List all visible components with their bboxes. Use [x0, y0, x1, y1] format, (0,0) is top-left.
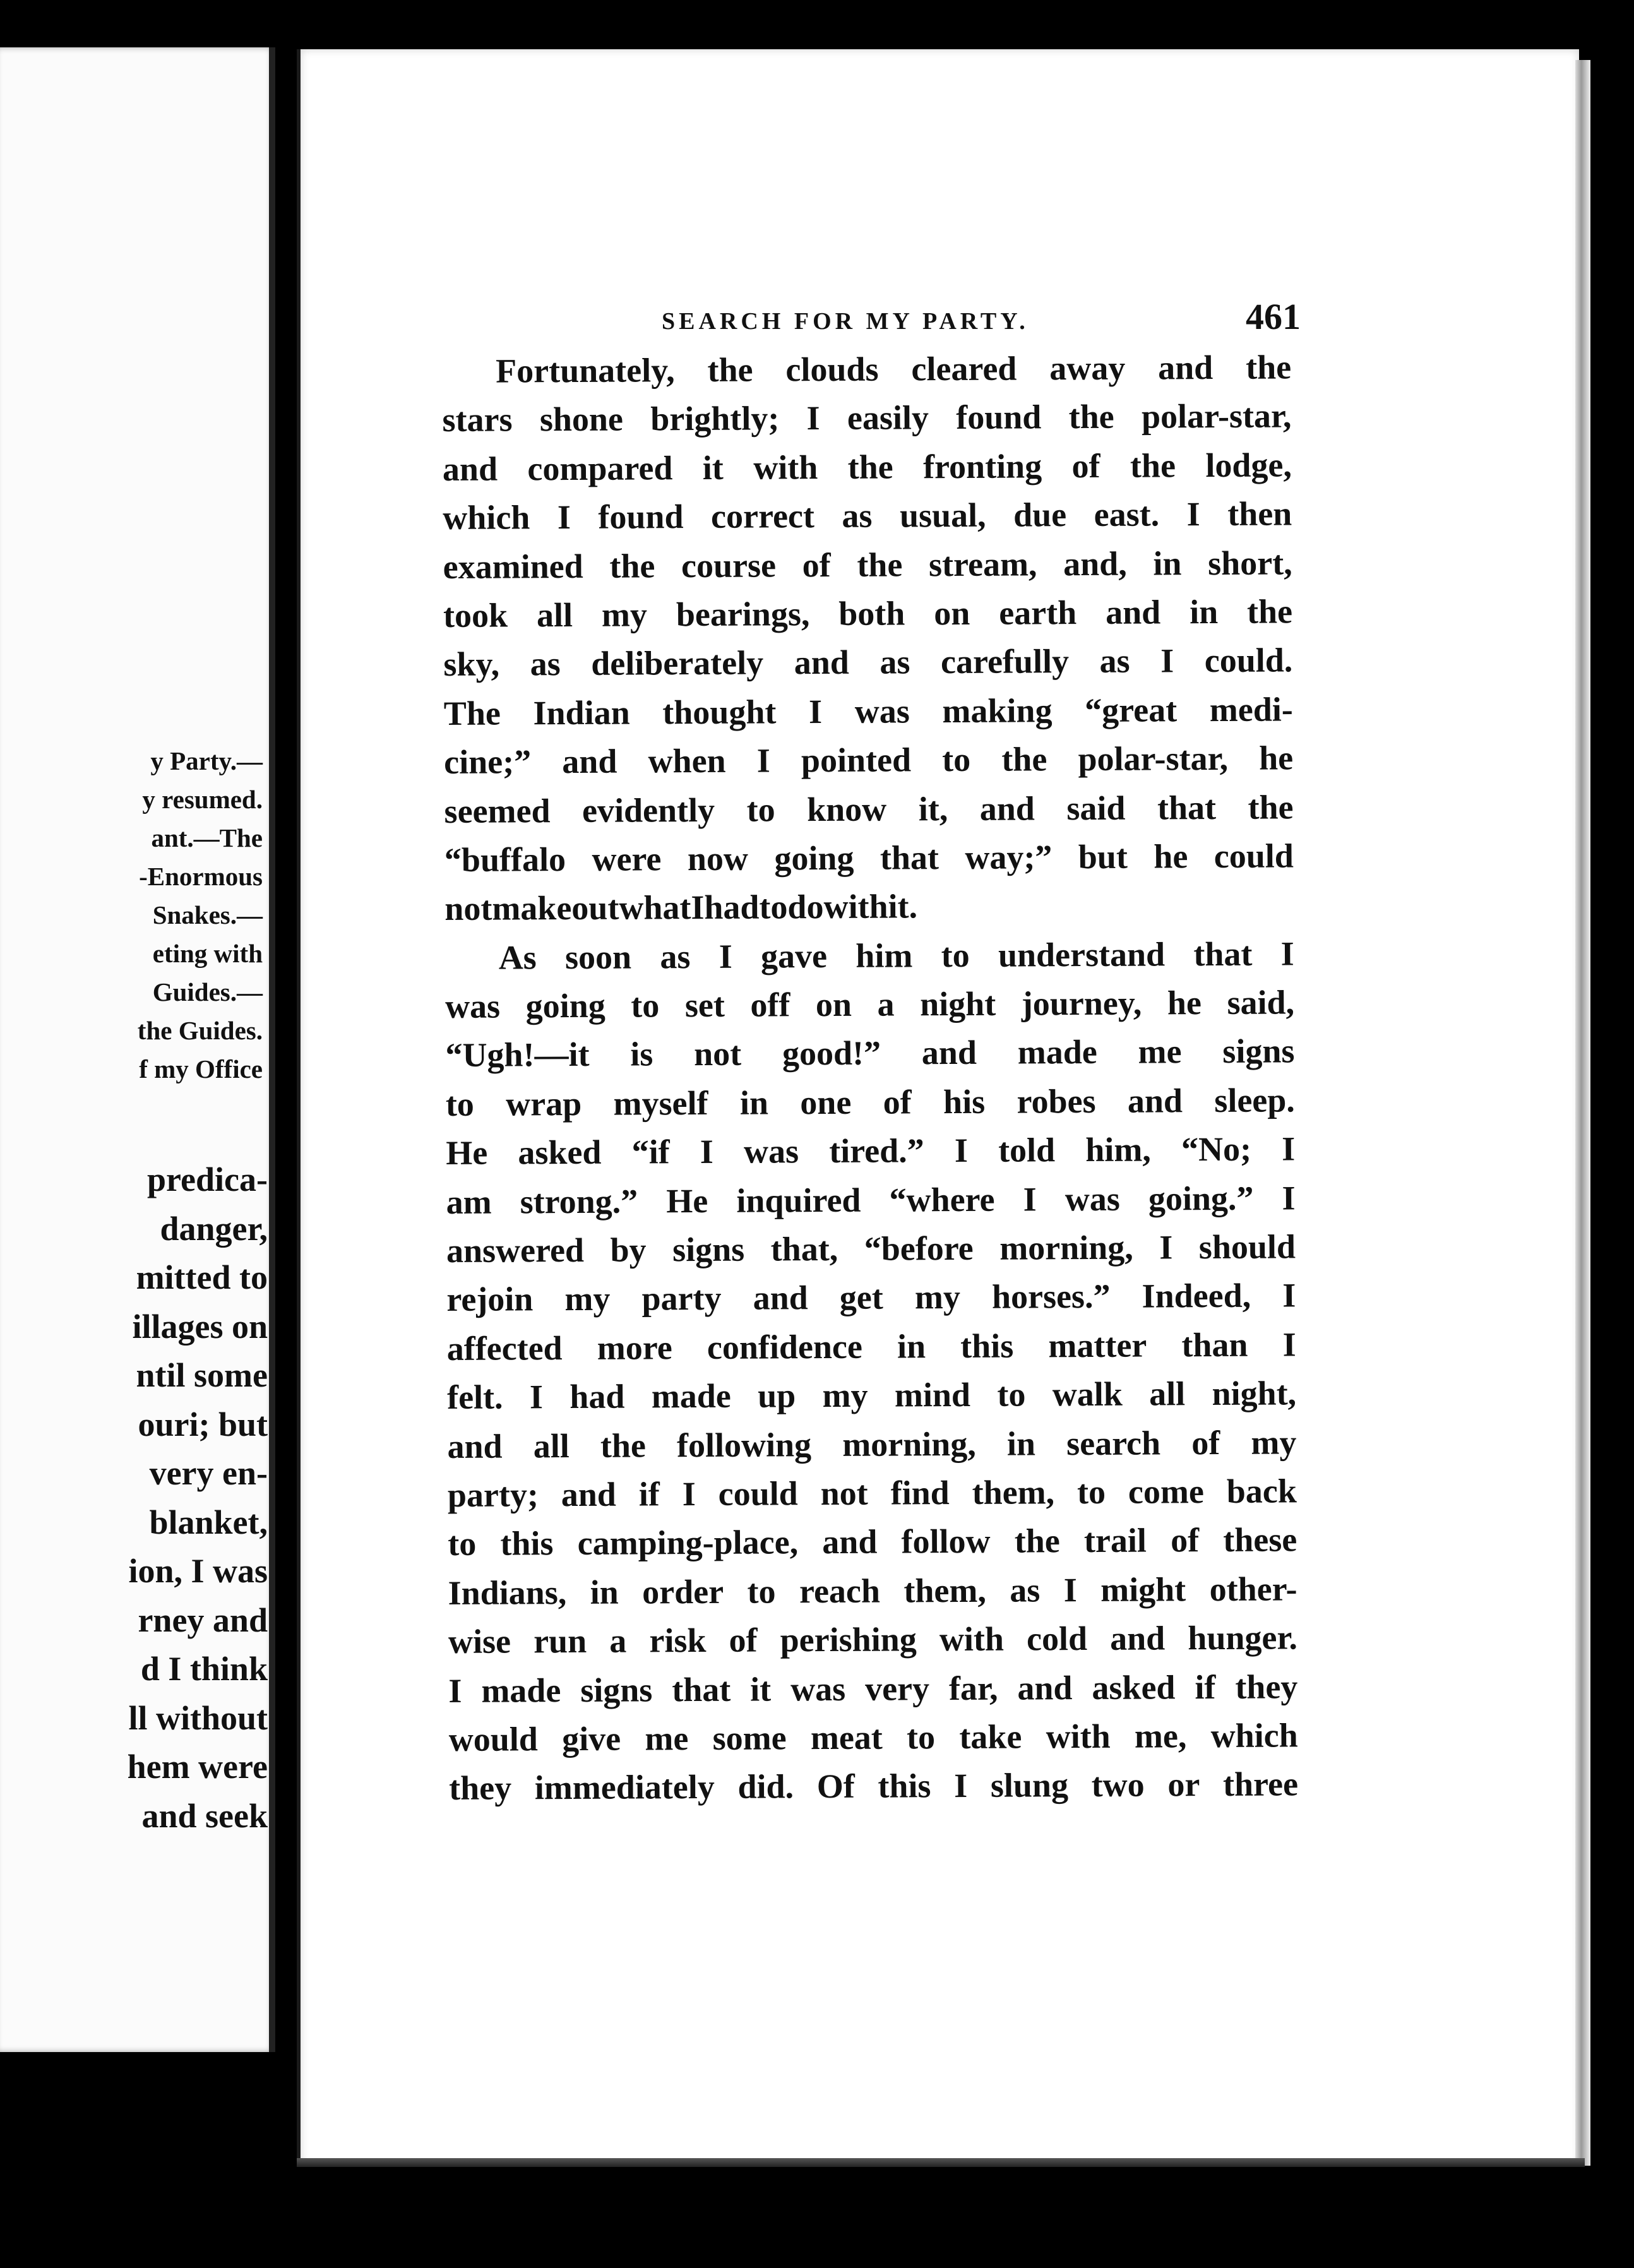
text-line: to this camping-place, and follow the trail of these [448, 1520, 1297, 1563]
text-line: “buffalo were now going that way;” but he could [444, 837, 1294, 879]
text-line: I made signs that it was very far, and asked if they [448, 1667, 1298, 1710]
text-line: was going to set off on a night journey, he said, [444, 983, 1295, 1026]
paragraph [442, 343, 1294, 933]
page-edge [1575, 60, 1590, 2166]
page-number: 461 [1246, 296, 1301, 337]
running-head [662, 295, 1301, 338]
text-line: which I found correct as usual, due east. I then [443, 494, 1292, 537]
text-line: As soon as I gave him to understand that I [498, 934, 1294, 977]
contents-line: Snakes.— [152, 900, 263, 929]
fragment-line: illages on [132, 1307, 268, 1346]
previous-page-text-fragment [3, 1155, 268, 1841]
text-line: “Ugh!—it is not good!” and made me signs [445, 1032, 1295, 1075]
text-line: felt. I had made up my mind to walk all night, [446, 1374, 1297, 1417]
contents-line: f my Office [139, 1054, 263, 1083]
fragment-line: very en- [149, 1454, 268, 1492]
text-line: rejoin my party and get my horses.” Indeed, I [446, 1276, 1296, 1319]
text-line: took all my bearings, both on earth and in the [443, 592, 1293, 635]
fragment-line: mitted to [136, 1258, 268, 1296]
contents-line: y resumed. [142, 785, 263, 814]
text-line: affected more confidence in this matter than I [446, 1325, 1296, 1368]
text-line: The Indian thought I was making “great medi- [443, 690, 1293, 732]
text-line: party; and if I could not find them, to come back [447, 1472, 1297, 1514]
text-line: to wrap myself in one of his robes and sleep. [445, 1081, 1295, 1123]
contents-line: y Party.— [150, 746, 263, 775]
text-line: Indians, in order to reach them, as I might other- [448, 1570, 1297, 1612]
text-line: not make out what I had to do with it. [444, 887, 918, 928]
text-line: wise run a risk of perishing with cold and hunger. [448, 1618, 1298, 1661]
text-line: would give me some meat to take with me, which [448, 1716, 1298, 1758]
contents-line: Guides.— [152, 977, 263, 1006]
fragment-line: blanket, [149, 1503, 268, 1541]
fragment-line: ntil some [136, 1356, 268, 1394]
page-bottom-edge [297, 2158, 1585, 2167]
contents-line: -Enormous [139, 862, 263, 891]
text-line: cine;” and when I pointed to the polar-star, he [444, 739, 1294, 782]
text-line: am strong.” He inquired “where I was going.” I [446, 1179, 1296, 1221]
text-line: sky, as deliberately and as carefully as I could. [443, 641, 1293, 684]
fragment-line: d I think [140, 1650, 268, 1688]
page-text [442, 343, 1298, 1813]
fragment-line: ouri; but [138, 1405, 268, 1443]
chapter-contents-fragment [0, 742, 263, 1089]
previous-page-fragment [0, 47, 275, 2052]
fragment-line: hem were [127, 1748, 268, 1786]
text-line: answered by signs that, “before morning, I should [446, 1227, 1296, 1270]
book-gutter [269, 47, 275, 2052]
text-line: they immediately did. Of this I slung two or three [449, 1765, 1299, 1808]
text-line: examined the course of the stream, and, in short, [443, 543, 1292, 586]
text-line: He asked “if I was tired.” I told him, “No; I [446, 1130, 1296, 1173]
fragment-line: danger, [160, 1209, 268, 1248]
paragraph [445, 929, 1299, 1813]
text-line: and all the following morning, in search of my [447, 1423, 1297, 1465]
fragment-line: predica- [147, 1161, 268, 1198]
text-line: stars shone brightly; I easily found the polar-star, [442, 397, 1292, 439]
fragment-line: ll without [128, 1698, 268, 1737]
contents-line: ant.—The [151, 823, 263, 852]
contents-line: eting with [152, 939, 263, 968]
fragment-line: and seek [141, 1796, 268, 1835]
text-line: seemed evidently to know it, and said that the [444, 787, 1294, 830]
text-line: and compared it with the fronting of the lodge, [442, 446, 1292, 488]
fragment-line: ion, I was [128, 1552, 268, 1590]
running-title: SEARCH FOR MY PARTY. [662, 308, 1029, 335]
text-line: Fortunately, the clouds cleared away and the [496, 348, 1292, 390]
contents-line: the Guides. [137, 1016, 263, 1045]
fragment-line: rney and [138, 1601, 268, 1639]
